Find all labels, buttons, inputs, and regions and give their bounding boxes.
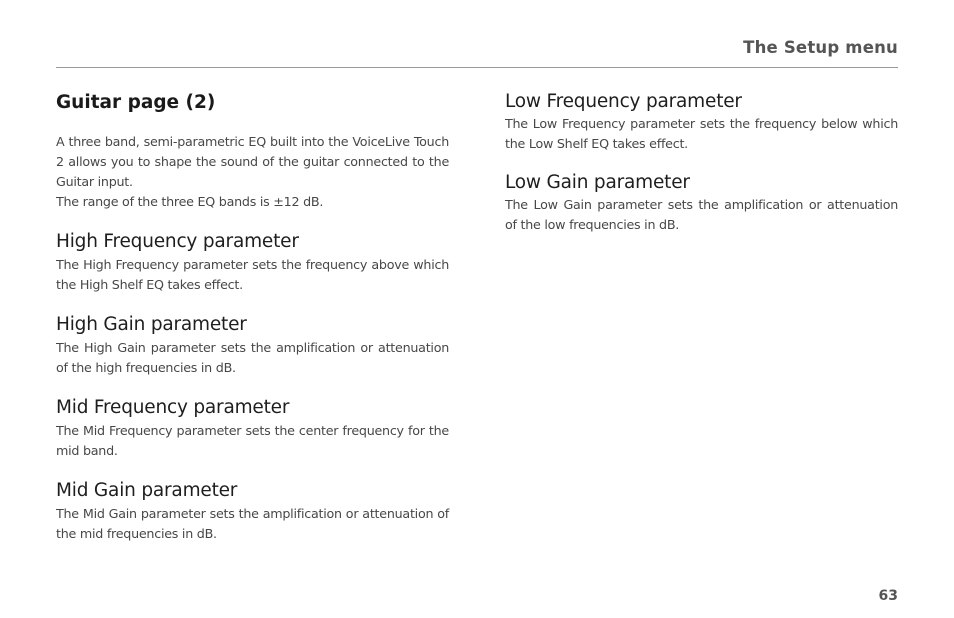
- section-heading: Mid Gain parameter: [56, 480, 238, 501]
- range-note: The range of the three EQ bands is ±12 dB.: [56, 194, 324, 209]
- running-header: The Setup menu: [743, 38, 898, 57]
- header-rule: [56, 67, 898, 68]
- intro-text: [56, 132, 449, 212]
- intro-paragraph: A three band, semi-parametric EQ built into the VoiceLive Touch 2 allows you to shape the sound of the guitar connected to the Guitar input.: [56, 134, 449, 189]
- section-mid-frequency: [56, 395, 449, 461]
- section-body: The Mid Gain parameter sets the amplification or attenuation of the mid frequencies in dB.: [56, 506, 449, 541]
- section-body: The Mid Frequency parameter sets the center frequency for the mid band.: [56, 423, 449, 458]
- section-high-frequency: [56, 229, 449, 295]
- page-number: 63: [878, 588, 898, 604]
- section-low-frequency: [505, 90, 898, 154]
- left-column: [56, 90, 449, 544]
- section-high-gain: [56, 312, 449, 378]
- section-body: The High Frequency parameter sets the frequency above which the High Shelf EQ takes effect.: [56, 257, 449, 292]
- page-title: Guitar page (2): [56, 92, 216, 113]
- section-body: The High Gain parameter sets the amplification or attenuation of the high frequencies in dB.: [56, 340, 449, 375]
- section-heading: High Gain parameter: [56, 314, 247, 335]
- section-low-gain: [505, 171, 898, 235]
- section-body: The Low Gain parameter sets the amplification or attenuation of the low frequencies in dB.: [505, 197, 898, 232]
- section-heading: High Frequency parameter: [56, 231, 299, 252]
- section-heading: Mid Frequency parameter: [56, 397, 290, 418]
- section-mid-gain: [56, 478, 449, 544]
- section-heading: Low Frequency parameter: [505, 91, 742, 112]
- section-body: The Low Frequency parameter sets the frequency below which the Low Shelf EQ takes effect.: [505, 116, 898, 151]
- section-heading: Low Gain parameter: [505, 172, 690, 193]
- right-column: [505, 90, 898, 235]
